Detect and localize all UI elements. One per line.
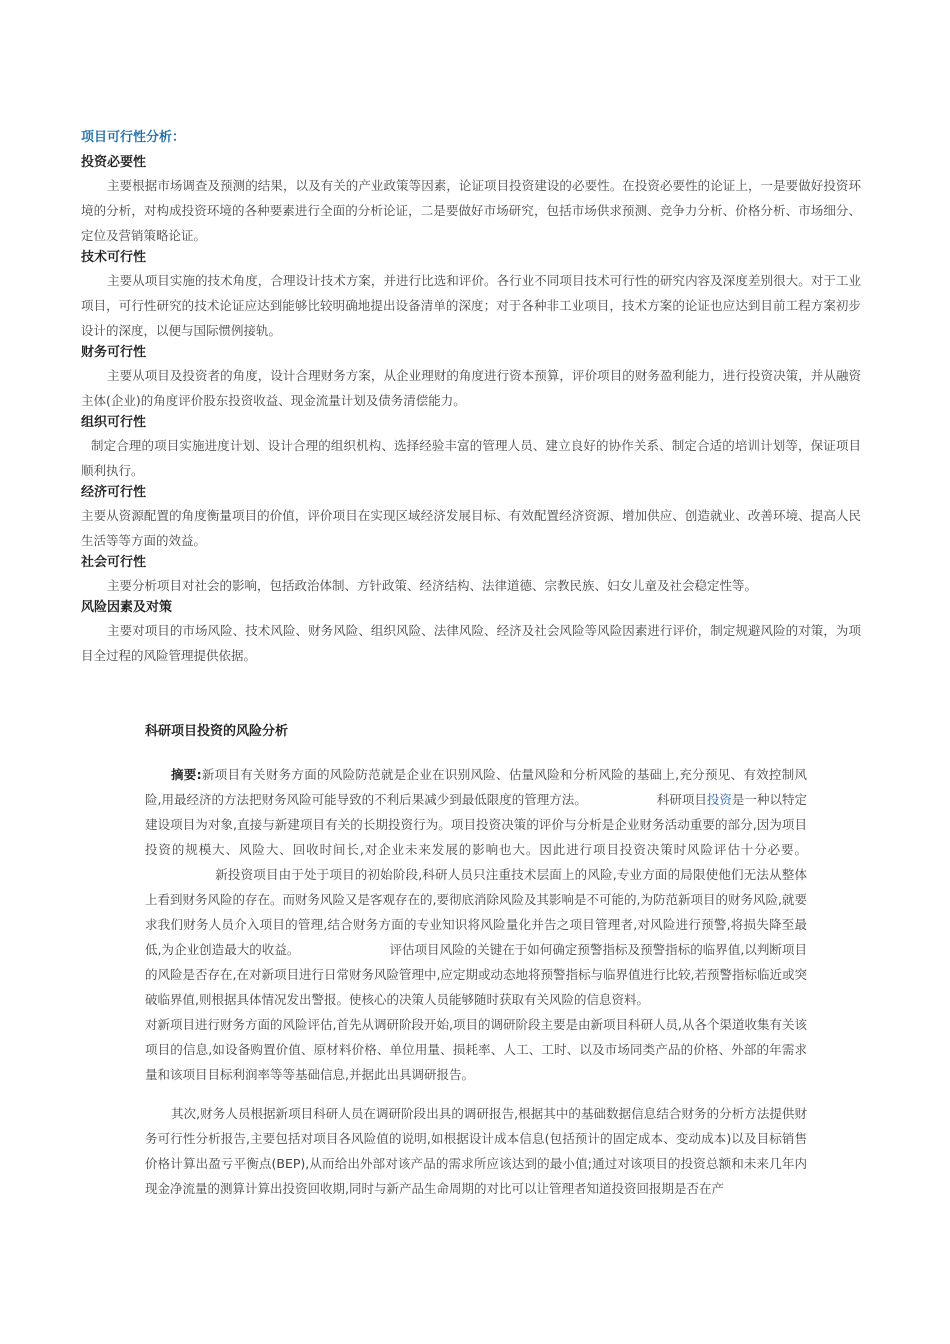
abstract-paragraph bbox=[145, 762, 807, 1012]
heading-social-feasibility: 社会可行性 bbox=[81, 555, 147, 570]
investment-link[interactable]: 投资 bbox=[706, 792, 732, 807]
feasibility-section bbox=[81, 128, 861, 668]
abstract-text-d: 新投资项目由于处于项目的初始阶段,科研人员只注重技术层面上的风险,专业方面的局限使他们无法从整体上看到财务风险的存在。而财务风险又是客观存在的,要彻底消除风险及其影响是不可能的,为防范新项目的财务风险,就要求我们财务人员介入项目的管理,结合财务方面的专业知识将风险量化并告之项目管理者,对风险进行预警,将损失降至最低,为企业创造最大的收益。 bbox=[145, 867, 807, 957]
spacer bbox=[145, 1087, 807, 1101]
research-stage-paragraph: 对新项目进行财务方面的风险评估,首先从调研阶段开始,项目的调研阶段主要是由新项目科研人员,从各个渠道收集有关该项目的信息,如设备购置价值、原材料价格、单位用量、损耗率、人工、工时、以及市场同类产品的价格、外部的年需求量和该项目目标利润率等等基础信息,并据此出具调研报告。 bbox=[145, 1017, 807, 1082]
paragraph-economic-feasibility: 主要从资源配置的角度衡量项目的价值，评价项目在实现区域经济发展目标、有效配置经济资源、增加供应、创造就业、改善环境、提高人民生活等等方面的效益。 bbox=[81, 508, 861, 548]
heading-risk-factors: 风险因素及对策 bbox=[81, 600, 173, 615]
section-title: 项目可行性分析： bbox=[81, 130, 186, 145]
risk-analysis-section bbox=[145, 720, 807, 1201]
paragraph-technical-feasibility: 主要从项目实施的技术角度，合理设计技术方案，并进行比选和评价。各行业不同项目技术可行性的研究内容及深度差别很大。对于工业项目，可行性研究的技术论证应达到能够比较明确地提出设备清单的深度；对于各种非工业项目，技术方案的论证也应达到目前工程方案初步设计的深度，以便与国际惯例接轨。 bbox=[81, 273, 861, 338]
abstract-label: 摘要: bbox=[171, 767, 202, 782]
abstract-text-e: 评估项目风险的关键在于如何确定预警指标及预警指标的临界值,以判断项目的风险是否存在,在对新项目进行日常财务风险管理中,应定期或动态地将预警指标与临界值进行比较,若预警指标临近或突破临界值,则根据具体情况发出警报。使核心的决策人员能够随时获取有关风险的信息资料。 bbox=[145, 942, 807, 1007]
paragraph-risk-factors: 主要对项目的市场风险、技术风险、财务风险、组织风险、法律风险、经济及社会风险等风险因素进行评价，制定规避风险的对策，为项目全过程的风险管理提供依据。 bbox=[81, 623, 861, 663]
paragraph-investment-necessity: 主要根据市场调查及预测的结果，以及有关的产业政策等因素，论证项目投资建设的必要性。在投资必要性的论证上，一是要做好投资环境的分析，对构成投资环境的各种要素进行全面的分析论证，二是要做好市场研究，包括市场供求预测、竞争力分析、价格分析、市场细分、定位及营销策略论证。 bbox=[81, 178, 861, 243]
paragraph-organizational-feasibility: 制定合理的项目实施进度计划、设计合理的组织机构、选择经验丰富的管理人员、建立良好的协作关系、制定合适的培训计划等，保证项目顺利执行。 bbox=[81, 438, 861, 478]
heading-investment-necessity: 投资必要性 bbox=[81, 155, 147, 170]
second-paragraph: 其次,财务人员根据新项目科研人员在调研阶段出具的调研报告,根据其中的基础数据信息结合财务的分析方法提供财务可行性分析报告,主要包括对项目各风险值的说明,如根据设计成本信息(包括预计的固定成本、变动成本)以及目标销售价格计算出盈亏平衡点(BEP),从而给出外部对该产品的需求所应该达到的最小值;通过对该项目的投资总额和未来几年内现金净流量的测算计算出投资回收期,同时与新产品生命周期的对比可以让管理者知道投资回报期是否在产 bbox=[145, 1106, 807, 1196]
paragraph-social-feasibility: 主要分析项目对社会的影响，包括政治体制、方针政策、经济结构、法律道德、宗教民族、妇女儿童及社会稳定性等。 bbox=[107, 578, 758, 593]
abstract-text-a: 新项目有关财务方面的风险防范就是企业在识别风险、估量风险和分析风险的基础上,充分预见、有效控制风险,用最经济的方法把财务风险可能导致的不利后果减少到最低限度的管理方法。 bbox=[145, 767, 808, 807]
heading-economic-feasibility: 经济可行性 bbox=[81, 485, 147, 500]
risk-analysis-title: 科研项目投资的风险分析 bbox=[145, 724, 289, 739]
abstract-text-b: 科研项目 bbox=[656, 792, 707, 807]
heading-financial-feasibility: 财务可行性 bbox=[81, 345, 147, 360]
abstract-text-c: 是一种以特定建设项目为对象,直接与新建项目有关的长期投资行为。项目投资决策的评价与分析是企业财务活动重要的部分,因为项目投资的规模大、风险大、回收时间长,对企业未来发展的影响也大。因此进行项目投资决策时风险评估十分必要。 bbox=[145, 792, 807, 857]
heading-technical-feasibility: 技术可行性 bbox=[81, 250, 147, 265]
paragraph-financial-feasibility: 主要从项目及投资者的角度，设计合理财务方案，从企业理财的角度进行资本预算，评价项目的财务盈利能力，进行投资决策，并从融资主体(企业)的角度评价股东投资收益、现金流量计划及债务清偿能力。 bbox=[81, 368, 861, 408]
heading-organizational-feasibility: 组织可行性 bbox=[81, 415, 147, 430]
